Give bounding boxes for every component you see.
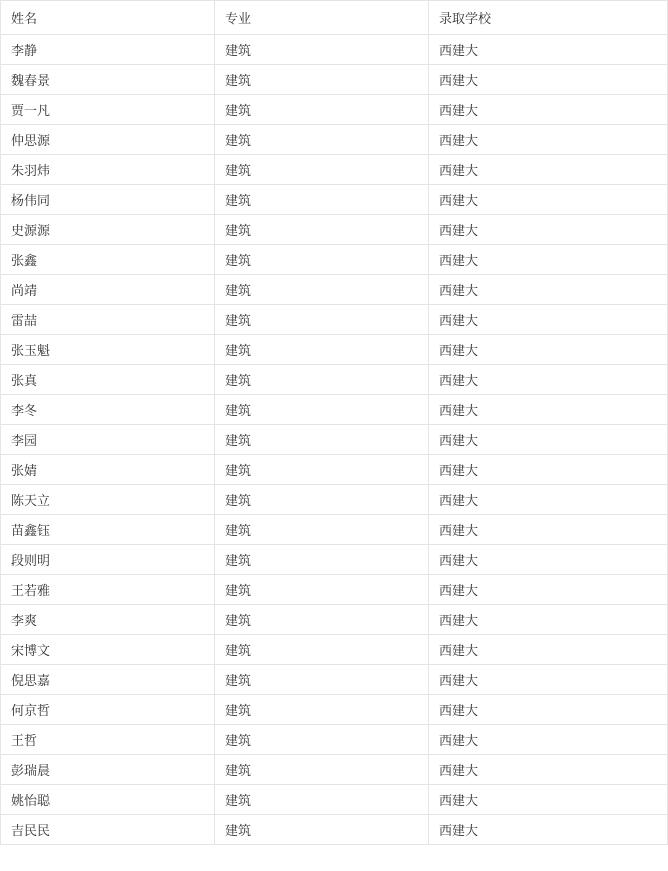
cell-major: 建筑 xyxy=(215,575,429,605)
table-row xyxy=(1,455,668,485)
table-row xyxy=(1,65,668,95)
table-row xyxy=(1,425,668,455)
cell-school: 西建大 xyxy=(429,725,668,755)
cell-major: 建筑 xyxy=(215,365,429,395)
cell-school: 西建大 xyxy=(429,95,668,125)
table-row xyxy=(1,155,668,185)
cell-school: 西建大 xyxy=(429,425,668,455)
cell-name: 吉民民 xyxy=(1,815,215,845)
cell-school: 西建大 xyxy=(429,605,668,635)
cell-school: 西建大 xyxy=(429,155,668,185)
table-row xyxy=(1,515,668,545)
cell-name: 史源源 xyxy=(1,215,215,245)
cell-name: 魏春景 xyxy=(1,65,215,95)
cell-name: 何京哲 xyxy=(1,695,215,725)
table-row xyxy=(1,815,668,845)
table-row xyxy=(1,395,668,425)
cell-major: 建筑 xyxy=(215,335,429,365)
cell-school: 西建大 xyxy=(429,65,668,95)
cell-major: 建筑 xyxy=(215,725,429,755)
table-row xyxy=(1,305,668,335)
cell-major: 建筑 xyxy=(215,635,429,665)
table-row xyxy=(1,605,668,635)
header-major: 专业 xyxy=(215,1,429,35)
cell-name: 雷喆 xyxy=(1,305,215,335)
cell-major: 建筑 xyxy=(215,665,429,695)
cell-major: 建筑 xyxy=(215,155,429,185)
cell-major: 建筑 xyxy=(215,545,429,575)
cell-school: 西建大 xyxy=(429,665,668,695)
cell-major: 建筑 xyxy=(215,215,429,245)
cell-name: 朱羽炜 xyxy=(1,155,215,185)
cell-school: 西建大 xyxy=(429,515,668,545)
cell-school: 西建大 xyxy=(429,755,668,785)
cell-name: 尚靖 xyxy=(1,275,215,305)
cell-name: 王哲 xyxy=(1,725,215,755)
cell-name: 贾一凡 xyxy=(1,95,215,125)
header-name: 姓名 xyxy=(1,1,215,35)
table-row xyxy=(1,485,668,515)
cell-name: 姚怡聪 xyxy=(1,785,215,815)
table-row xyxy=(1,695,668,725)
cell-major: 建筑 xyxy=(215,425,429,455)
table-row xyxy=(1,335,668,365)
cell-school: 西建大 xyxy=(429,635,668,665)
cell-major: 建筑 xyxy=(215,455,429,485)
cell-name: 段则明 xyxy=(1,545,215,575)
cell-school: 西建大 xyxy=(429,305,668,335)
cell-name: 李园 xyxy=(1,425,215,455)
cell-major: 建筑 xyxy=(215,395,429,425)
cell-major: 建筑 xyxy=(215,65,429,95)
cell-major: 建筑 xyxy=(215,305,429,335)
cell-name: 杨伟同 xyxy=(1,185,215,215)
table-row xyxy=(1,125,668,155)
table-body xyxy=(1,35,668,845)
header-school: 录取学校 xyxy=(429,1,668,35)
cell-name: 陈天立 xyxy=(1,485,215,515)
cell-name: 倪思嘉 xyxy=(1,665,215,695)
header-row xyxy=(1,1,668,35)
table-row xyxy=(1,35,668,65)
cell-school: 西建大 xyxy=(429,185,668,215)
cell-school: 西建大 xyxy=(429,35,668,65)
cell-school: 西建大 xyxy=(429,545,668,575)
cell-name: 彭瑞晨 xyxy=(1,755,215,785)
table-row xyxy=(1,665,668,695)
cell-name: 仲思源 xyxy=(1,125,215,155)
cell-school: 西建大 xyxy=(429,395,668,425)
table-header xyxy=(1,1,668,35)
cell-major: 建筑 xyxy=(215,485,429,515)
cell-major: 建筑 xyxy=(215,275,429,305)
table-row xyxy=(1,755,668,785)
table-row xyxy=(1,725,668,755)
table-row xyxy=(1,185,668,215)
cell-school: 西建大 xyxy=(429,335,668,365)
cell-name: 苗鑫钰 xyxy=(1,515,215,545)
cell-major: 建筑 xyxy=(215,35,429,65)
table-row xyxy=(1,95,668,125)
cell-name: 宋博文 xyxy=(1,635,215,665)
cell-major: 建筑 xyxy=(215,125,429,155)
cell-school: 西建大 xyxy=(429,125,668,155)
cell-school: 西建大 xyxy=(429,275,668,305)
cell-major: 建筑 xyxy=(215,785,429,815)
cell-name: 张婧 xyxy=(1,455,215,485)
cell-school: 西建大 xyxy=(429,245,668,275)
table-row xyxy=(1,275,668,305)
cell-major: 建筑 xyxy=(215,185,429,215)
table-row xyxy=(1,635,668,665)
table-row xyxy=(1,785,668,815)
cell-major: 建筑 xyxy=(215,815,429,845)
cell-school: 西建大 xyxy=(429,815,668,845)
cell-school: 西建大 xyxy=(429,485,668,515)
cell-name: 张玉魁 xyxy=(1,335,215,365)
cell-name: 李冬 xyxy=(1,395,215,425)
cell-school: 西建大 xyxy=(429,455,668,485)
table-row xyxy=(1,215,668,245)
cell-school: 西建大 xyxy=(429,785,668,815)
cell-major: 建筑 xyxy=(215,695,429,725)
cell-school: 西建大 xyxy=(429,695,668,725)
cell-name: 张鑫 xyxy=(1,245,215,275)
cell-name: 王若雅 xyxy=(1,575,215,605)
cell-school: 西建大 xyxy=(429,575,668,605)
cell-major: 建筑 xyxy=(215,95,429,125)
table-row xyxy=(1,245,668,275)
table-row xyxy=(1,545,668,575)
table-row xyxy=(1,365,668,395)
cell-school: 西建大 xyxy=(429,215,668,245)
cell-school: 西建大 xyxy=(429,365,668,395)
cell-name: 李爽 xyxy=(1,605,215,635)
cell-major: 建筑 xyxy=(215,245,429,275)
cell-major: 建筑 xyxy=(215,605,429,635)
table-row xyxy=(1,575,668,605)
cell-name: 张真 xyxy=(1,365,215,395)
cell-name: 李静 xyxy=(1,35,215,65)
cell-major: 建筑 xyxy=(215,515,429,545)
cell-major: 建筑 xyxy=(215,755,429,785)
